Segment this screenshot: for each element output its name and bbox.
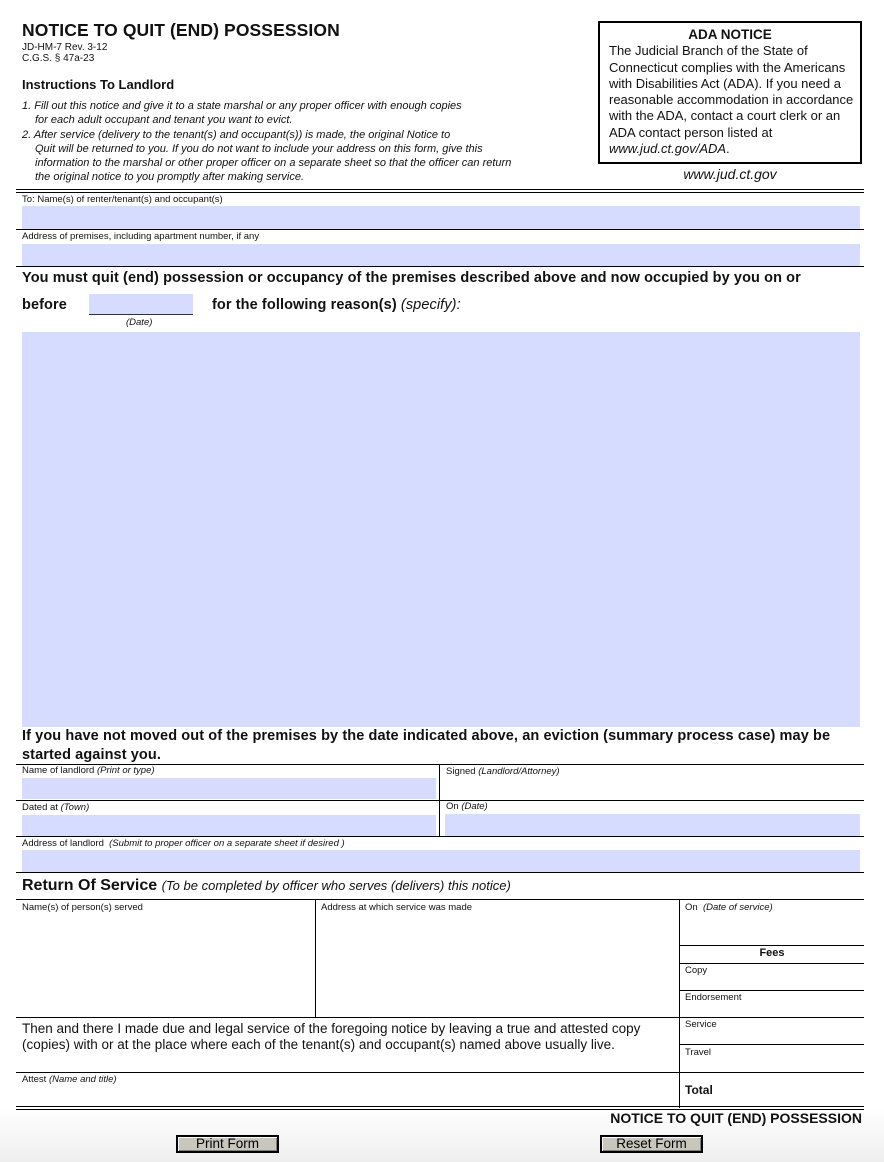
reasons-label: for the following reason(s) (specify): (212, 297, 461, 313)
instructions-heading: Instructions To Landlord (22, 77, 175, 92)
on-date-label: On (Date) (446, 801, 488, 812)
fee-service-label: Service (685, 1019, 717, 1030)
divider (16, 229, 864, 230)
divider (679, 990, 864, 991)
fee-travel-label: Travel (685, 1047, 712, 1058)
landlord-name-label: Name of landlord (Print or type) (22, 765, 155, 776)
instruction-text-cont: for each adult occupant and tenant you want to evict. (35, 114, 293, 126)
divider (679, 945, 864, 946)
landlord-name-input[interactable] (22, 778, 436, 799)
quit-statement: You must quit (end) possession or occupancy of the premises described above and now occupied by you on or (22, 270, 801, 286)
tenant-names-input[interactable] (22, 206, 860, 229)
footer-title: NOTICE TO QUIT (END) POSSESSION (610, 1110, 862, 1126)
divider (679, 1044, 864, 1045)
ada-link[interactable]: www.jud.ct.gov/ADA (609, 141, 727, 157)
divider (16, 266, 864, 267)
reset-form-button[interactable]: Reset Form (600, 1135, 703, 1153)
print-form-button[interactable]: Print Form (176, 1135, 279, 1153)
form-id: JD-HM-7 Rev. 3-12 (22, 42, 108, 53)
instruction-text: After service (delivery to the tenant(s) and occupant(s)) is made, the original Notice to (33, 129, 451, 141)
quit-date-input[interactable] (89, 294, 193, 315)
date-caption: (Date) (126, 317, 153, 328)
divider (679, 963, 864, 964)
landlord-address-label: Address of landlord (Submit to proper officer on a separate sheet if desired ) (22, 838, 345, 849)
form-title: NOTICE TO QUIT (END) POSSESSION (22, 20, 340, 40)
ada-notice-box (598, 21, 862, 164)
dated-at-label: Dated at (Town) (22, 802, 90, 813)
statute-reference: C.G.S. § 47a-23 (22, 53, 95, 64)
before-label: before (22, 297, 67, 313)
premises-address-input[interactable] (22, 244, 860, 266)
ada-notice-title: ADA NOTICE (688, 27, 772, 42)
divider (16, 872, 864, 873)
dated-at-town-input[interactable] (22, 815, 436, 836)
divider (16, 189, 864, 190)
fee-endorsement-label: Endorsement (685, 992, 742, 1003)
divider (16, 800, 864, 801)
on-date-input[interactable] (445, 814, 860, 836)
persons-served-label: Name(s) of person(s) served (22, 902, 143, 913)
total-label: Total (685, 1083, 713, 1097)
landlord-address-input[interactable] (22, 850, 860, 872)
eviction-warning: If you have not moved out of the premises by the date indicated above, an eviction (summary process case) may be started against you. (22, 728, 831, 763)
service-address-label: Address at which service was made (321, 902, 473, 913)
divider (16, 1072, 864, 1073)
service-statement: Then and there I made due and legal service of the foregoing notice by leaving a true and attested copy (copies) with or at the place where each of the tenant(s) and occupant(s) named above usually live. (22, 1021, 641, 1052)
service-date-label: On (Date of service) (685, 902, 773, 913)
instruction-text: Fill out this notice and give it to a state marshal or any proper officer with enough copies (34, 100, 462, 112)
tenant-names-label: To: Name(s) of renter/tenant(s) and occupant(s) (22, 194, 223, 205)
instruction-2 (22, 128, 517, 184)
ada-notice-body: The Judicial Branch of the State of Connecticut complies with the Americans with Disabilities Act (ADA). If you need a reasonable accommodation in accordance with the ADA, contact a court clerk or an ADA contact person listed at www.jud.ct.gov/ADA. (609, 43, 854, 157)
fees-heading: Fees (759, 947, 785, 959)
attest-label: Attest (Name and title) (22, 1074, 117, 1085)
return-of-service-heading: Return Of Service (To be completed by officer who serves (delivers) this notice) (22, 877, 511, 894)
divider (16, 899, 864, 900)
signed-label: Signed (Landlord/Attorney) (446, 766, 560, 777)
instruction-1 (22, 99, 517, 127)
divider (16, 836, 864, 837)
fee-copy-label: Copy (685, 965, 708, 976)
divider-vertical (679, 899, 680, 1108)
instruction-number: 2. (22, 129, 32, 141)
divider (16, 1106, 864, 1107)
reasons-textarea[interactable] (22, 332, 860, 727)
website-url: www.jud.ct.gov (683, 166, 777, 182)
instruction-text-cont: Quit will be returned to you. If you do not want to include your address on this form, give this information to the marshal or other proper officer on a separate sheet so that the officer can return the original notice to you promptly after making service. (35, 143, 512, 183)
divider (16, 1017, 864, 1018)
instruction-number: 1. (22, 100, 32, 112)
divider (16, 192, 864, 193)
premises-address-label: Address of premises, including apartment number, if any (22, 231, 260, 242)
divider-vertical (315, 899, 316, 1017)
